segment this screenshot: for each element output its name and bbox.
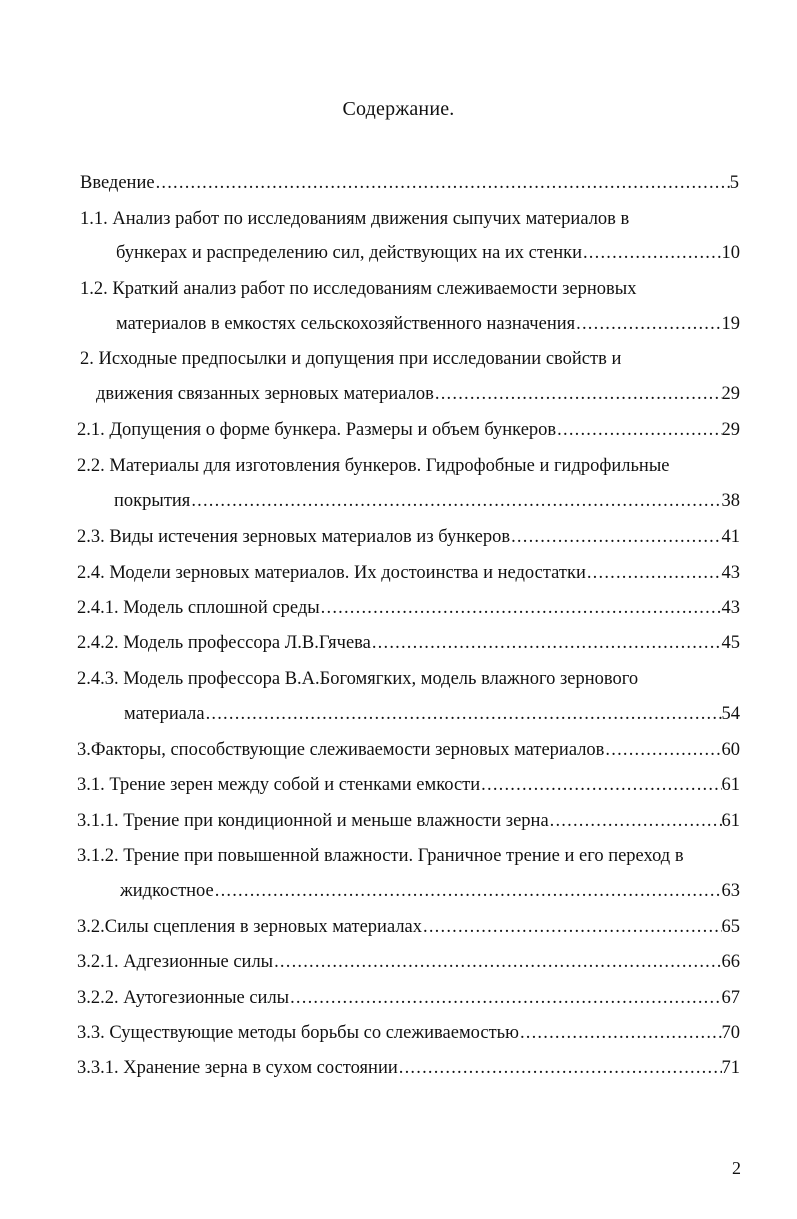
toc-entry-text: 1.2. Краткий анализ работ по исследованиям слеживаемости зерновых xyxy=(80,279,637,299)
dot-leader xyxy=(480,772,721,798)
toc-entry-text: 1.1. Анализ работ по исследованиям движения сыпучих материалов в xyxy=(80,209,630,229)
toc-entry-first-line xyxy=(80,206,740,232)
toc-page-number: 41 xyxy=(721,527,740,547)
dot-leader xyxy=(205,701,722,727)
dot-leader xyxy=(604,737,721,763)
toc-page-number: 29 xyxy=(721,420,740,440)
dot-leader xyxy=(586,560,722,586)
toc-entry xyxy=(116,240,740,266)
toc-page-number: 38 xyxy=(721,491,740,511)
toc-entry xyxy=(114,488,740,514)
toc-entry xyxy=(77,914,740,940)
toc-entry xyxy=(96,381,740,407)
toc-page-number: 63 xyxy=(721,881,740,901)
toc-entry-first-line xyxy=(77,843,740,869)
toc-entry-text: бункерах и распределению сил, действующих на их стенки xyxy=(116,243,582,263)
dot-leader xyxy=(155,170,730,196)
dot-leader xyxy=(556,417,721,443)
toc-page-number: 5 xyxy=(729,173,739,193)
toc-entry-text: 3.2.2. Аутогезионные силы xyxy=(77,988,290,1008)
toc-entry-first-line xyxy=(80,276,740,302)
toc-entry-text: 3.2.Силы сцепления в зерновых материалах xyxy=(77,917,423,937)
toc-entry-first-line xyxy=(77,666,740,692)
dot-leader xyxy=(549,808,722,834)
toc-entry xyxy=(120,878,740,904)
dot-leader xyxy=(582,240,722,266)
toc-entry-text: 3.1.2. Трение при повышенной влажности. Граничное трение и его переход в xyxy=(77,846,684,866)
toc-entry-text: покрытия xyxy=(114,491,191,511)
toc-entry-text: материалов в емкостях сельскохозяйственного назначения xyxy=(116,314,576,334)
toc-entry-text: жидкостное xyxy=(120,881,214,901)
toc-entry-text: 3.3. Существующие методы борьбы со слеживаемостью xyxy=(77,1023,519,1043)
toc-entry xyxy=(77,524,740,550)
toc-page-number: 65 xyxy=(721,917,740,937)
toc-entry-text: 3.1. Трение зерен между собой и стенками емкости xyxy=(77,775,481,795)
toc-entry xyxy=(116,311,740,337)
toc-entry-text: 2.3. Виды истечения зерновых материалов из бункеров xyxy=(77,527,511,547)
toc-page-number: 43 xyxy=(721,598,740,618)
dot-leader xyxy=(519,1020,722,1046)
toc-entry-text: 3.1.1. Трение при кондиционной и меньше влажности зерна xyxy=(77,811,549,831)
dot-leader xyxy=(190,488,721,514)
toc-entry xyxy=(77,808,740,834)
toc-entry-text: 3.3.1. Хранение зерна в сухом состоянии xyxy=(77,1058,398,1078)
toc-page-number: 61 xyxy=(721,811,740,831)
toc-page-number: 67 xyxy=(721,988,740,1008)
dot-leader xyxy=(510,524,721,550)
dot-leader xyxy=(434,381,722,407)
toc-page-number: 60 xyxy=(721,740,740,760)
dot-leader xyxy=(575,311,721,337)
toc-entry-first-line xyxy=(77,453,740,479)
toc-page-number: 10 xyxy=(721,243,740,263)
toc-entry-text: 3.2.1. Адгезионные силы xyxy=(77,952,274,972)
toc-entry-text: 2.4.1. Модель сплошной среды xyxy=(77,598,320,618)
toc-entry-text: материала xyxy=(124,704,205,724)
toc-page-number: 29 xyxy=(721,384,740,404)
toc-entry-text: 2. Исходные предпосылки и допущения при исследовании свойств и xyxy=(80,349,622,369)
toc-entry xyxy=(77,1020,740,1046)
dot-leader xyxy=(422,914,721,940)
toc-entry xyxy=(77,737,740,763)
toc-entry-text: 2.2. Материалы для изготовления бункеров. Гидрофобные и гидрофильные xyxy=(77,456,670,476)
dot-leader xyxy=(289,985,721,1011)
toc-entry xyxy=(77,985,740,1011)
toc-page-number: 19 xyxy=(721,314,740,334)
page-number: 2 xyxy=(732,1158,741,1178)
toc-entry-text: 2.4. Модели зерновых материалов. Их достоинства и недостатки xyxy=(77,563,586,583)
toc-entry xyxy=(80,170,739,196)
dot-leader xyxy=(214,878,722,904)
toc-entry-text: движения связанных зерновых материалов xyxy=(96,384,434,404)
dot-leader xyxy=(371,630,722,656)
toc-entry xyxy=(77,560,740,586)
dot-leader xyxy=(273,949,721,975)
toc-entry xyxy=(77,949,740,975)
toc-entry-text: 2.4.2. Модель профессора Л.В.Гячева xyxy=(77,633,371,653)
toc-entry-text: 3.Факторы, способствующие слеживаемости зерновых материалов xyxy=(77,740,605,760)
toc-entry xyxy=(124,701,740,727)
toc-page-number: 71 xyxy=(721,1058,740,1078)
toc-page-number: 61 xyxy=(721,775,740,795)
toc-page-number: 54 xyxy=(721,704,740,724)
dot-leader xyxy=(398,1055,722,1081)
toc-entry xyxy=(77,595,740,621)
toc-entry xyxy=(77,630,740,656)
toc-page-number: 66 xyxy=(721,952,740,972)
dot-leader xyxy=(320,595,722,621)
toc-entry-first-line xyxy=(80,346,740,372)
toc-entry-text: 2.4.3. Модель профессора В.А.Богомягких, модель влажного зернового xyxy=(77,669,639,689)
toc-entry-text: Введение xyxy=(80,173,155,193)
toc-entry-text: 2.1. Допущения о форме бункера. Размеры и объем бункеров xyxy=(77,420,557,440)
toc-entry xyxy=(77,417,740,443)
page-title: Содержание. xyxy=(342,98,455,120)
toc-entry xyxy=(77,1055,740,1081)
toc-page-number: 43 xyxy=(721,563,740,583)
toc-page-number: 45 xyxy=(721,633,740,653)
toc-entry xyxy=(77,772,740,798)
toc-page-number: 70 xyxy=(721,1023,740,1043)
